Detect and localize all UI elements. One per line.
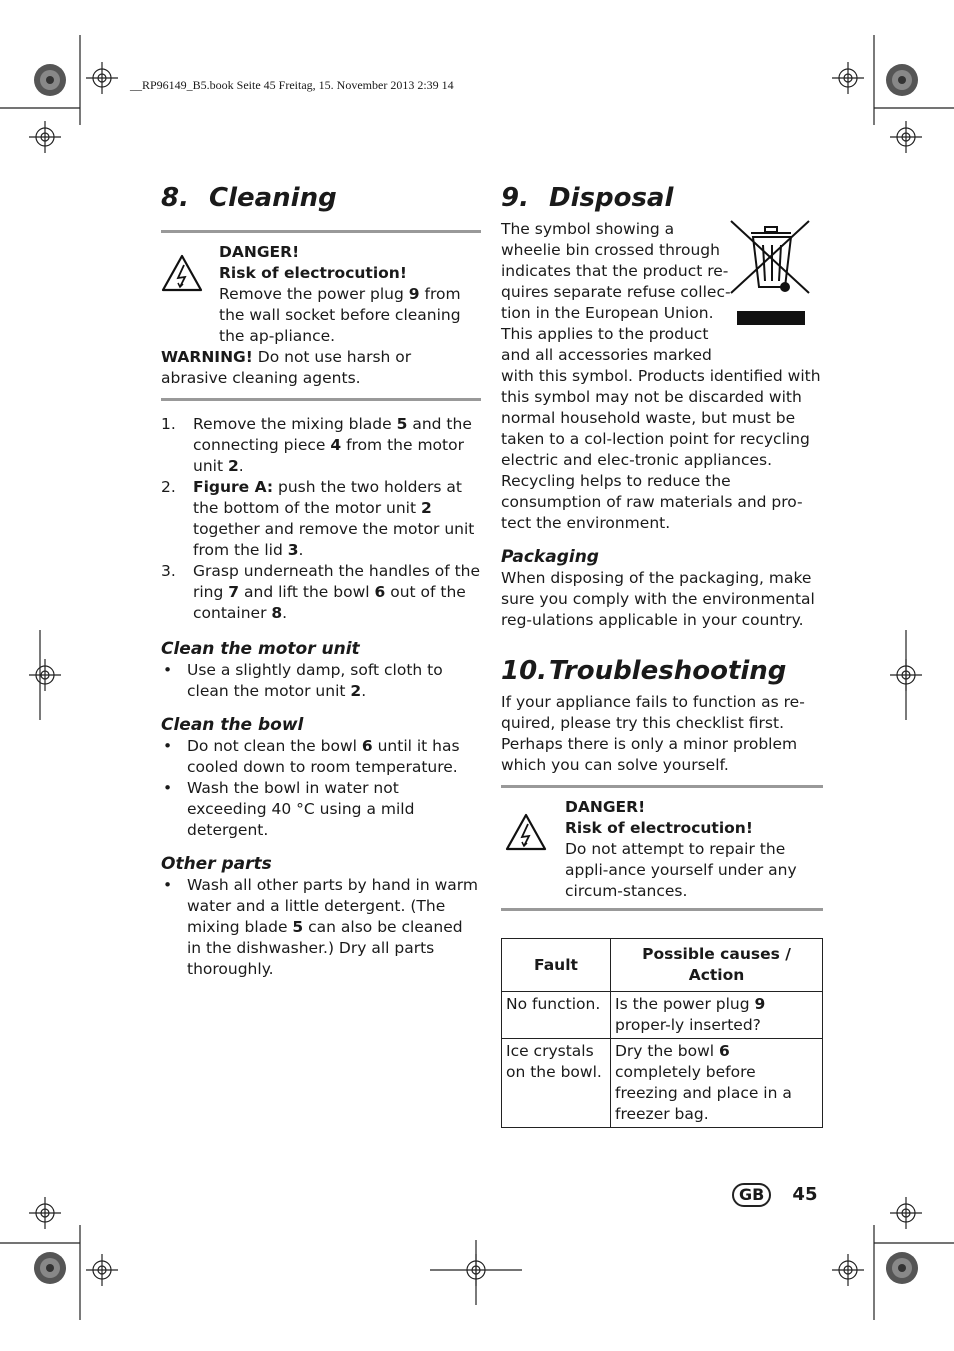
text-line: tion in the European Union. bbox=[501, 304, 714, 322]
heading-number: 10. bbox=[501, 656, 548, 686]
list-item: • Use a slightly damp, soft cloth to clean the motor unit 2. bbox=[161, 660, 481, 702]
packaging-text: When disposing of the packaging, make sure you comply with the environmental reg-ulations applicable in your country. bbox=[501, 569, 815, 629]
table-row bbox=[502, 992, 823, 1039]
header-cause: Possible causes / Action bbox=[611, 939, 823, 992]
section-heading-troubleshooting bbox=[501, 656, 823, 686]
list-item: 1. Remove the mixing blade 5 and the connecting piece 4 from the motor unit 2. bbox=[161, 415, 472, 475]
list-item: • Wash all other parts by hand in warm water and a little detergent. (The mixing blade 5 can also be cleaned in the dishwasher.) Dry all parts thoroughly. bbox=[161, 875, 481, 980]
danger-subtitle: Risk of electrocution! bbox=[565, 819, 753, 837]
divider bbox=[161, 230, 481, 233]
danger-title: DANGER! bbox=[565, 798, 646, 816]
left-column bbox=[161, 183, 481, 980]
danger-title: DANGER! bbox=[219, 243, 300, 261]
heading-title: Disposal bbox=[549, 183, 674, 213]
heading-number: 8. bbox=[161, 183, 189, 213]
cleaning-steps bbox=[161, 414, 481, 624]
list-item: • Wash the bowl in water not exceeding 40 °C using a mild detergent. bbox=[161, 778, 481, 841]
list-item: • Do not clean the bowl 6 until it has cooled down to room temperature. bbox=[161, 736, 481, 778]
subheading-packaging: Packaging bbox=[501, 547, 599, 567]
motor-list bbox=[161, 660, 481, 702]
table-header-row bbox=[502, 939, 823, 992]
heading-title: Cleaning bbox=[209, 183, 337, 213]
text-line: quires separate refuse collec- bbox=[501, 283, 731, 301]
warning-text: WARNING! Do not use harsh or abrasive cleaning agents. bbox=[161, 348, 412, 387]
cell-cause: Is the power plug 9 proper-ly inserted? bbox=[611, 992, 823, 1039]
text-line: indicates that the product re- bbox=[501, 262, 729, 280]
text-line: This applies to the product bbox=[501, 325, 709, 343]
danger-box bbox=[161, 242, 481, 347]
divider bbox=[501, 785, 823, 788]
heading-number: 9. bbox=[501, 183, 529, 213]
heading-title: Troubleshooting bbox=[549, 656, 787, 686]
table-row bbox=[502, 1039, 823, 1128]
subheading-motor: Clean the motor unit bbox=[161, 639, 360, 659]
text-line: The symbol showing a bbox=[501, 220, 675, 238]
crossed-wheelie-bin-icon bbox=[729, 217, 813, 329]
print-header: __RP96149_B5.book Seite 45 Freitag, 15. November 2013 2:39 14 bbox=[130, 78, 454, 92]
section-heading-cleaning bbox=[161, 183, 481, 213]
subheading-other: Other parts bbox=[161, 854, 272, 874]
text-line: wheelie bin crossed through bbox=[501, 241, 720, 259]
page-number: 45 bbox=[792, 1184, 818, 1205]
disposal-block bbox=[501, 219, 823, 534]
header-fault: Fault bbox=[502, 939, 611, 992]
divider bbox=[161, 398, 481, 401]
troubleshooting-table bbox=[501, 938, 823, 1128]
electric-warning-icon bbox=[161, 254, 203, 292]
section-heading-disposal bbox=[501, 183, 823, 213]
danger-text: Do not attempt to repair the appli-ance yourself under any circum-stances. bbox=[565, 840, 797, 900]
cell-cause: Dry the bowl 6 completely before freezing and place in a freezer bag. bbox=[611, 1039, 823, 1128]
subheading-bowl: Clean the bowl bbox=[161, 715, 304, 735]
cell-fault: No function. bbox=[502, 992, 611, 1039]
cell-fault: Ice crystals on the bowl. bbox=[502, 1039, 611, 1128]
divider bbox=[501, 908, 823, 911]
text-line: and all accessories marked bbox=[501, 346, 712, 364]
other-list bbox=[161, 875, 481, 980]
disposal-text: with this symbol. Products identified with this symbol may not be discarded with normal household waste, but must be taken to a col-lection point for recycling electric and elec-tronic appliances. Recycling helps to reduce the consumption of raw materials and pro-tect the environment. bbox=[501, 367, 821, 532]
language-badge: GB bbox=[732, 1183, 771, 1207]
page-footer bbox=[732, 1183, 817, 1207]
danger-box bbox=[501, 797, 823, 902]
right-column bbox=[501, 183, 823, 1128]
electric-warning-icon bbox=[505, 813, 547, 851]
troubleshooting-text: If your appliance fails to function as re-quired, please try this checklist first. Perhaps there is only a minor problem which you can solve yourself. bbox=[501, 693, 805, 774]
list-item: 3. Grasp underneath the handles of the ring 7 and lift the bowl 6 out of the container 8. bbox=[161, 562, 481, 622]
danger-subtitle: Risk of electrocution! bbox=[219, 264, 407, 282]
danger-text: Remove the power plug 9 from the wall socket before cleaning the ap-pliance. bbox=[219, 285, 461, 345]
list-item: 2. Figure A: push the two holders at the bottom of the motor unit 2 together and remove the motor unit from the lid 3. bbox=[161, 478, 475, 559]
bowl-list bbox=[161, 736, 481, 841]
